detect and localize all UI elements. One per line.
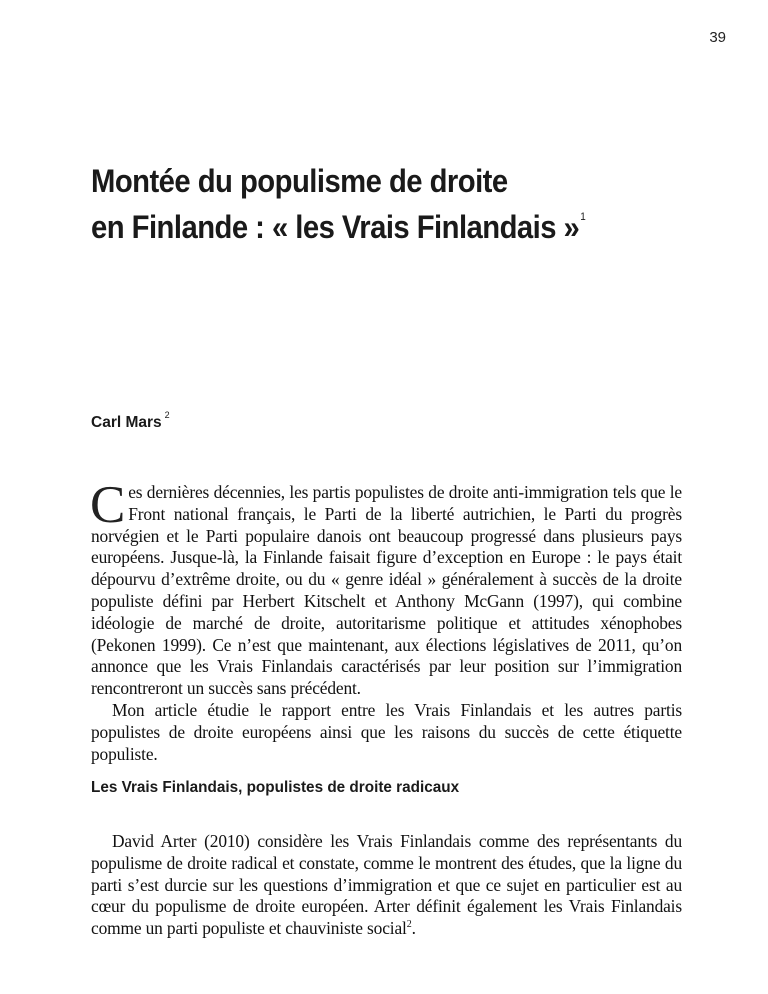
article-title: [91, 160, 585, 248]
title-line-2: [91, 202, 585, 248]
second-paragraph: Mon article étudie le rapport entre les Vrais Finlandais et les autres partis populistes de droite européens ainsi que les raisons du succès de cette étiquette populiste.: [91, 700, 682, 764]
title-footnote-ref: 1: [580, 211, 586, 223]
section-heading: Les Vrais Finlandais, populistes de droite radicaux: [91, 779, 460, 796]
author-name: Carl Mars: [91, 414, 162, 432]
section-paragraph-end: .: [411, 918, 416, 939]
title-line-2-text: en Finlande : « les Vrais Finlandais »: [91, 208, 580, 245]
intro-paragraph-text: es dernières décennies, les partis populistes de droite anti-immigration tels que le Front national français, le Parti de la liberté autrichien, le Parti du progrès norvégien et le Parti populaire danois ont beaucoup progressé dans plusieurs pays européens. Jusque-là, la Finlande faisait figure d’exception en Europe : le pays était dépourvu d’extrême droite, ou du « genre idéal » généralement à succès de la droite populiste défini par Herbert Kitschelt et Anthony McGann (1997), qui combine idéologie de marché de droite, autoritarisme politique et attitudes xénophobes (Pekonen 1999). Ce n’est que maintenant, aux élections législatives de 2011, qu’on annonce que les Vrais Finlandais caractérisés par leur position sur l’immigration rencontreront un succès sans précédent.: [91, 482, 682, 699]
author-footnote-ref: 2: [164, 410, 170, 420]
author-line: [91, 410, 170, 432]
title-line-1: Montée du populisme de droite: [91, 163, 508, 199]
section-paragraph-text: David Arter (2010) considère les Vrais Finlandais comme des représentants du populisme de droite radical et constate, comme le montrent des études, que la ligne du parti s’est durcie sur les questions d’immigration et que ce sujet en particulier est au cœur du populisme de droite européen. Arter définit également les Vrais Finlandais comme un parti populiste et chauviniste social: [91, 831, 682, 939]
section-paragraph: [91, 831, 682, 940]
drop-cap: C: [90, 476, 126, 534]
page-number: 39: [709, 29, 726, 46]
section-footnote-ref: 2: [406, 919, 412, 931]
intro-paragraph: [90, 476, 682, 700]
